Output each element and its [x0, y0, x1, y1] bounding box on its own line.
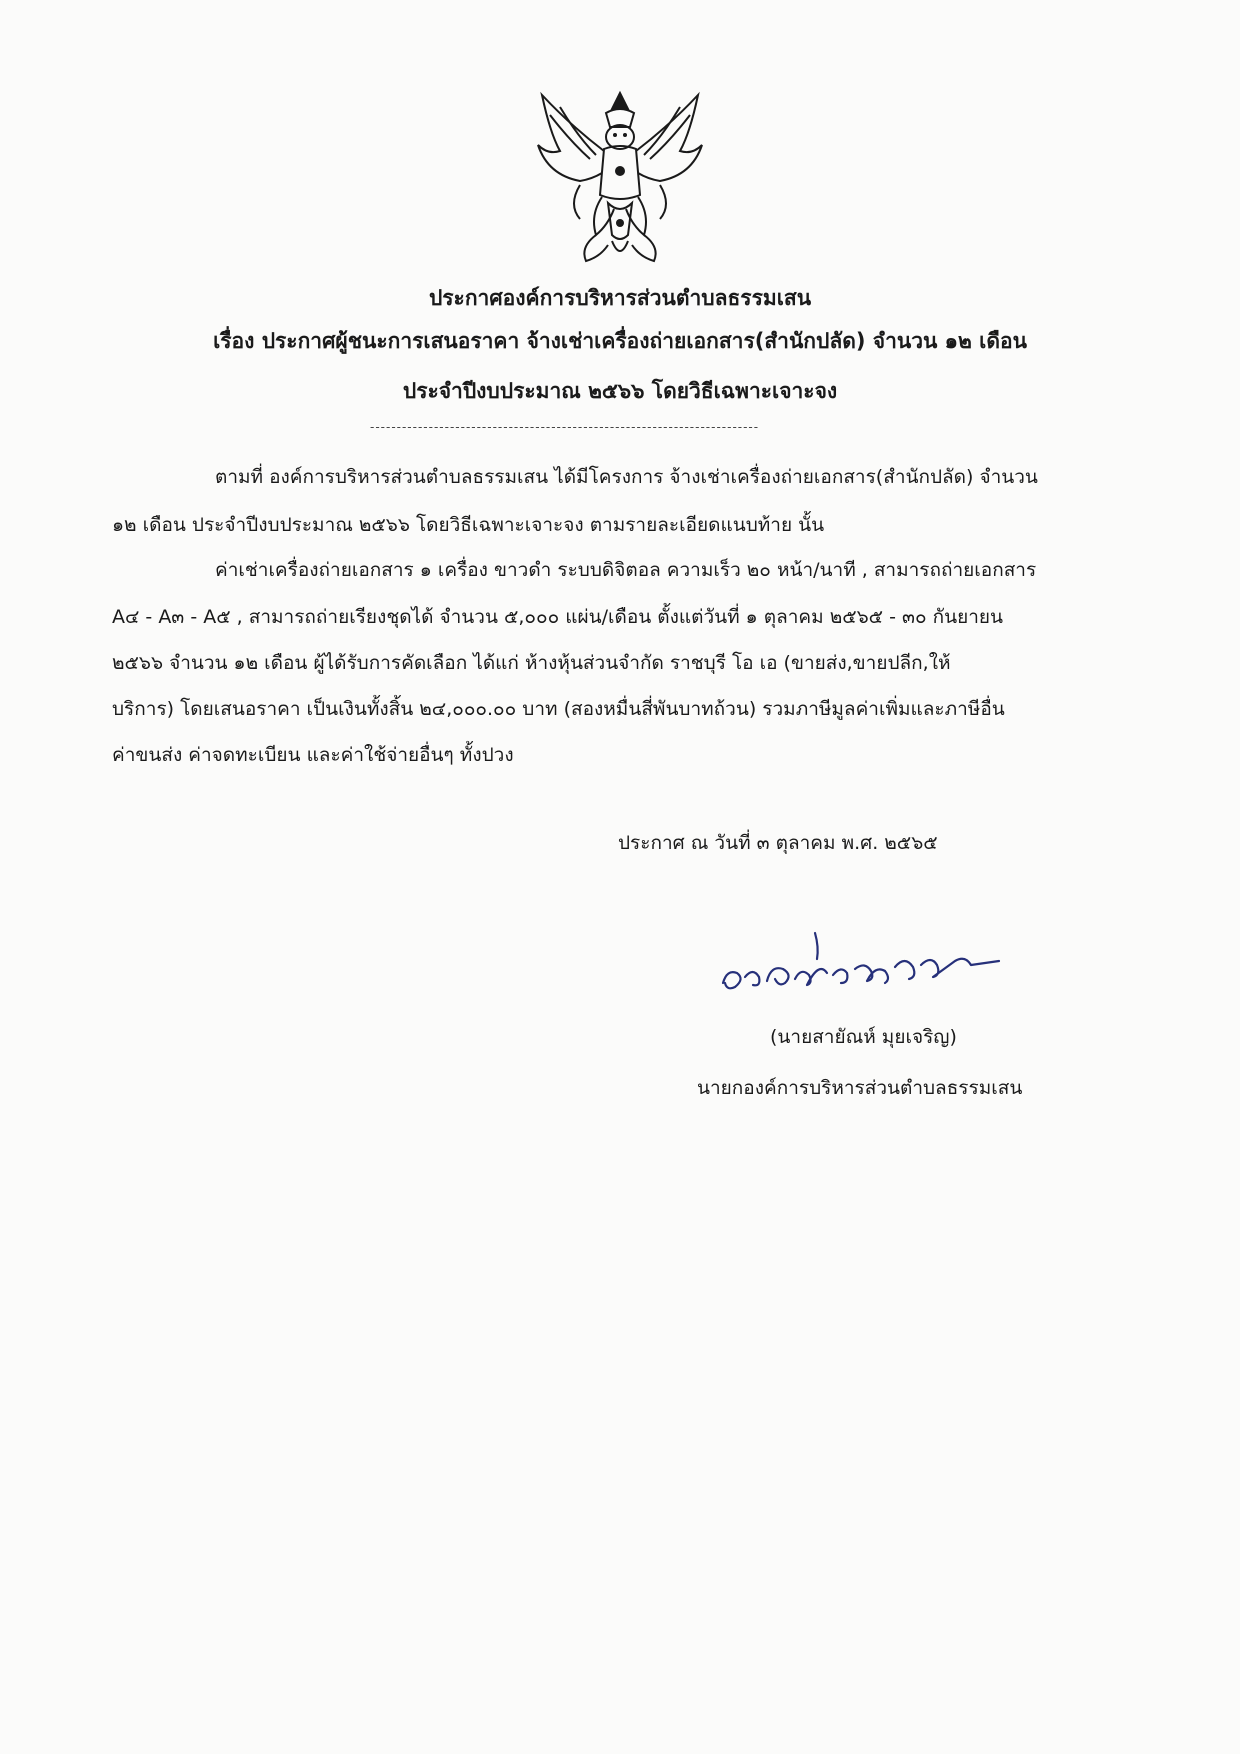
handwritten-signature [715, 925, 1005, 1005]
garuda-emblem-icon [520, 85, 720, 270]
announcement-date: ประกาศ ณ วันที่ ๓ ตุลาคม พ.ศ. ๒๕๖๕ [618, 832, 938, 854]
signatory-name: (นายสายัณห์ มุยเจริญ) [770, 1026, 957, 1048]
doc-header-title: ประกาศองค์การบริหารส่วนตำบลธรรมเสน [428, 286, 812, 310]
body-line: A๔ - A๓ - A๕ , สามารถถ่ายเรียงชุดได้ จำนวน ๕,๐๐๐ แผ่น/เดือน ตั้งแต่วันที่ ๑ ตุลาคม ๒๕๖๕ - ๓๐ กันยายน [112, 606, 1004, 628]
signatory-title: นายกองค์การบริหารส่วนตำบลธรรมเสน [697, 1077, 1023, 1099]
body-line: ๒๕๖๖ จำนวน ๑๒ เดือน ผู้ได้รับการคัดเลือก ได้แก่ ห้างหุ้นส่วนจำกัด ราชบุรี โอ เอ (ขายส่ง,ขายปลีก,ให้ [112, 652, 951, 674]
body-line: บริการ) โดยเสนอราคา เป็นเงินทั้งสิ้น ๒๔,๐๐๐.๐๐ บาท (สองหมื่นสี่พันบาทถ้วน) รวมภาษีมูลค่าเพิ่มและภาษีอื่น [112, 698, 1005, 720]
doc-header-subject: เรื่อง ประกาศผู้ชนะการเสนอราคา จ้างเช่าเครื่องถ่ายเอกสาร(สำนักปลัด) จำนวน ๑๒ เดือน [213, 329, 1027, 353]
body-line: ค่าเช่าเครื่องถ่ายเอกสาร ๑ เครื่อง ขาวดำ ระบบดิจิตอล ความเร็ว ๒๐ หน้า/นาที , สามารถถ่ายเอกสาร [215, 559, 1037, 581]
body-line: ค่าขนส่ง ค่าจดทะเบียน และค่าใช้จ่ายอื่นๆ ทั้งปวง [112, 744, 514, 766]
body-line: ๑๒ เดือน ประจำปีงบประมาณ ๒๕๖๖ โดยวิธีเฉพาะเจาะจง ตามรายละเอียดแนบท้าย นั้น [112, 514, 825, 536]
body-line: ตามที่ องค์การบริหารส่วนตำบลธรรมเสน ได้มีโครงการ จ้างเช่าเครื่องถ่ายเอกสาร(สำนักปลัด) จำนวน [215, 466, 1038, 488]
doc-header-fiscal-year: ประจำปีงบประมาณ ๒๕๖๖ โดยวิธีเฉพาะเจาะจง [402, 379, 838, 403]
header-separator: ------------------------------------------------------------------------- [370, 420, 760, 434]
